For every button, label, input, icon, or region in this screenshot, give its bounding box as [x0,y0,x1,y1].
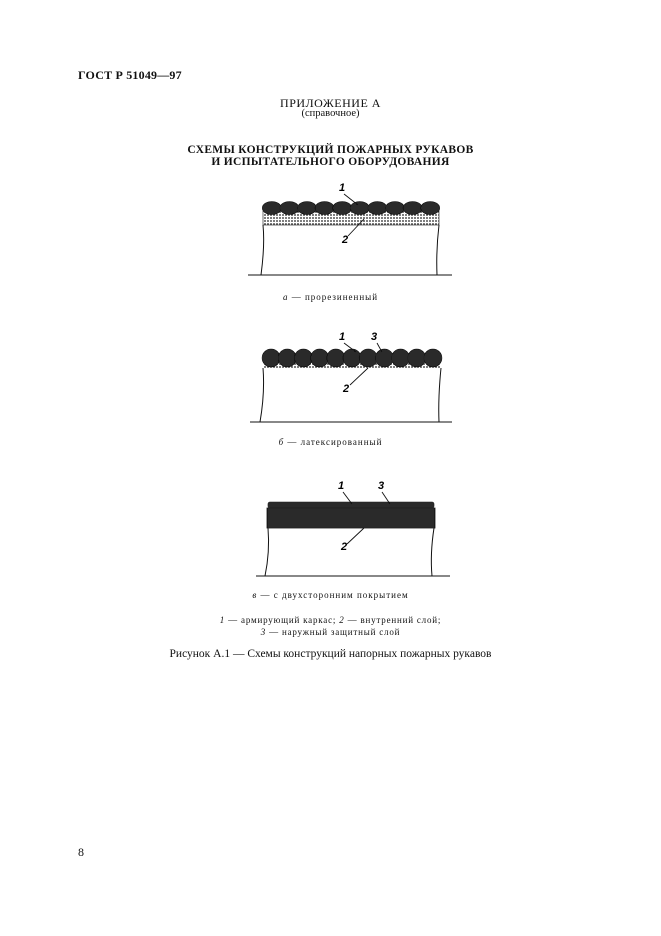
figure-a-fibre [315,202,334,215]
figure-b-fibre [424,349,442,367]
legend-num-3: 3 [260,627,267,637]
figure-b-letter: б [278,437,285,447]
figure-a-caption [0,292,661,302]
figure-b-fibre [262,349,280,367]
figure-b-fibre [327,349,345,367]
document-code: ГОСТ Р 51049—97 [78,68,182,82]
figure-b-fibre [311,349,329,367]
legend-line-2 [0,627,661,637]
figure-c-leader-2 [347,528,364,544]
figure-a-letter: а [282,292,289,302]
legend-num-1: 1 [219,615,226,625]
figure-b-fibre [294,349,312,367]
legend-line-1 [0,615,661,625]
figure-b-leader-2 [350,368,368,385]
figure-b-fibre [278,349,296,367]
appendix-subtitle: (справочное) [301,108,360,119]
figure-b-fibre [408,349,426,367]
figure-a-caption-text: — прорезиненный [291,292,379,302]
figure-caption: Рисунок А.1 — Схемы конструкций напорных пожарных рукавов [169,648,492,660]
section-title-line-2: И ИСПЫТАТЕЛЬНОГО ОБОРУДОВАНИЯ [211,156,450,168]
figure-a-label-1: 1 [339,182,346,194]
legend-num-2: 2 [339,615,345,625]
figure-c-caption-text: — с двухсторонним покрытием [260,590,409,600]
figure-a-left-edge [261,225,264,275]
figure-a-label-2: 2 [342,234,349,246]
figure-a-fibre [298,202,317,215]
figure-a-fibre [262,202,281,215]
figure-b-fibre [375,349,393,367]
figure-c-reinforcing-frame [267,508,435,528]
figure-a-right-edge [437,225,439,275]
figure-b-label-1: 1 [339,331,346,343]
figure-c-right-edge [431,528,434,576]
figure-c-label-2: 2 [341,541,348,553]
figure-c-label-1: 1 [338,480,345,492]
figure-b-caption-text: — латексированный [287,437,383,447]
section-title-line-1: СХЕМЫ КОНСТРУКЦИЙ ПОЖАРНЫХ РУКАВОВ [187,144,474,156]
figure-c-letter: в [252,590,258,600]
legend-text-2: — внутренний слой; [347,615,442,625]
figure-b-reinforcing-frame [262,349,442,367]
figure-a-fibre [350,202,369,215]
figure-a-fibre [386,202,405,215]
figure-a-fibre [368,202,387,215]
page-number: 8 [78,845,84,859]
figure-b-left-edge [260,368,264,422]
figure-b-label-3: 3 [371,331,378,343]
figure-a-fibre [333,202,352,215]
figure-b-fibre [343,349,361,367]
figure-c-left-edge [265,528,269,576]
figure-c-diagram [240,470,460,582]
appendix-title: ПРИЛОЖЕНИЕ А [280,96,381,110]
figure-b-label-2: 2 [343,383,350,395]
legend-text-3: — наружный защитный слой [269,627,401,637]
figure-a-fibre [421,202,440,215]
figure-c-caption [0,590,661,600]
legend-text-1: — армирующий каркас; [228,615,337,625]
figure-b-fibre [359,349,377,367]
figure-a-fibre [403,202,422,215]
figure-b-caption [0,437,661,447]
figure-b-fibre [392,349,410,367]
figure-b-diagram [240,318,460,430]
figure-a-fibre [280,202,299,215]
figure-b-right-edge [439,368,441,422]
figure-c-label-3: 3 [378,480,385,492]
figure-a-diagram [240,175,460,285]
